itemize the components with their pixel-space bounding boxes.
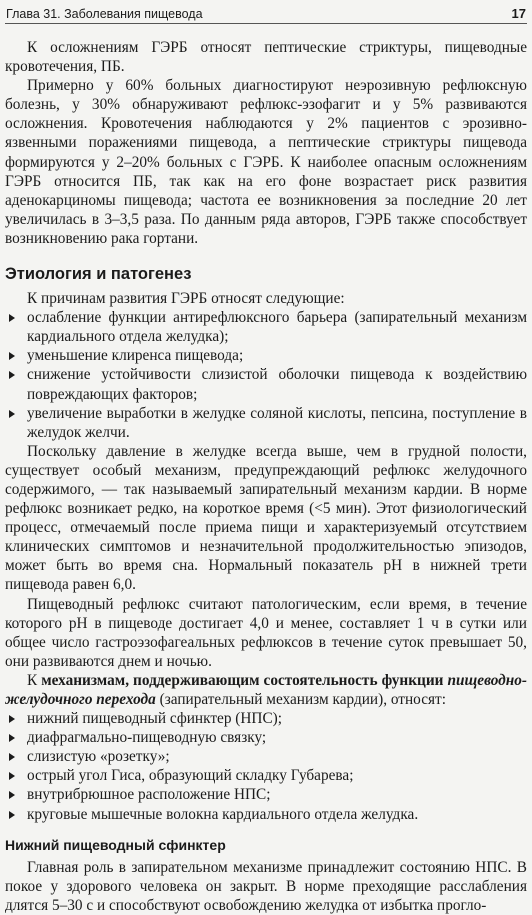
bold-term: механизмам, поддерживающим состоятельность функции — [41, 671, 448, 689]
text-run: К — [27, 671, 42, 689]
list-item: ослабление функции антирефлюксного барьера (запирательный механизм кардиального отдела желудка); — [5, 308, 527, 346]
paragraph: Поскольку давление в желудке всегда выше, чем в грудной полости, существует особый механизм, предупреждающий рефлюкс желудочного содержимого, — так называемый запирательный механизм кардии. В норме рефлюкс возникает редко, на короткое время (<5 мин). Этот физиологический процесс, отмечаемый после приема пищи и характеризуемый отсутствием клинических симптомов и незначительной продолжительностью эпизодов, может быть во время сна. Нормальный показатель pH в нижней трети пищевода равен 6,0. — [5, 442, 527, 594]
page-number: 17 — [511, 6, 526, 21]
list-item: внутрибрюшное расположение НПС; — [5, 785, 527, 804]
list-item: нижний пищеводный сфинктер (НПС); — [5, 709, 527, 728]
mechanisms-list — [5, 709, 527, 824]
page — [0, 1, 532, 914]
list-item: увеличение выработки в желудке соляной кислоты, пепсина, поступление в желудок желчи. — [5, 404, 527, 442]
running-header — [5, 1, 527, 24]
list-item: острый угол Гиса, образующий складку Губарева; — [5, 766, 527, 785]
list-item: уменьшение клиренса пищевода; — [5, 346, 527, 365]
list-item: снижение устойчивости слизистой оболочки пищевода к воздействию повреждающих факторов; — [5, 365, 527, 403]
paragraph: Примерно у 60% больных диагностируют неэрозивную рефлюксную болезнь, у 30% обнаруживают рефлюкс-эзофагит и у 5% развиваются осложнения. Кровотечения наблюдаются у 2% пациентов с эрозивно-язвенными поражениями пищевода, а пептические стриктуры пищевода формируются у 2–20% больных с ГЭРБ. К наиболее опасным осложнениям ГЭРБ относится ПБ, так как на его фоне возрастает риск развития аденокарциномы пищевода; частота ее возникновения за последние 20 лет увеличилась в 3–3,5 раза. По данным ряда авторов, ГЭРБ также способствует возникновению рака гортани. — [5, 77, 527, 247]
page-body — [5, 38, 527, 915]
mechanisms-lead — [5, 671, 527, 709]
list-item: слизистую «розетку»; — [5, 747, 527, 766]
section-heading-les: Нижний пищеводный сфинктер — [5, 836, 226, 853]
list-item: диафрагмально-пищеводную связку; — [5, 728, 527, 747]
chapter-title: Глава 31. Заболевания пищевода — [6, 7, 203, 21]
section-heading-etiology: Этиология и патогенез — [5, 265, 192, 284]
paragraph: К осложнениям ГЭРБ относят пептические стриктуры, пищеводные кровотечения, ПБ. — [5, 39, 527, 76]
text-run: (запирательный механизм кардии), относят: — [155, 691, 446, 708]
paragraph: К причинам развития ГЭРБ относят следующие: — [27, 290, 345, 308]
paragraph: Пищеводный рефлюкс считают патологическим, если время, в течение которого pH в пищеводе достигает 4,0 и менее, составляет 1 ч в сутки или общее число гастроэзофагеальных рефлюксов в течение суток превышает 50, они развиваются днем и ночью. — [5, 595, 527, 670]
bold-italic-term: пищеводно-желудочного перехода — [5, 671, 527, 708]
list-item: круговые мышечные волокна кардиального отдела желудка. — [5, 805, 527, 824]
causes-list — [5, 308, 527, 442]
paragraph: Главная роль в запирательном механизме принадлежит состоянию НПС. В покое у здорового человека он закрыт. В норме преходящие расслабления длятся 5–30 с и способствуют освобождению желудка от избытка прогло- — [5, 858, 527, 914]
